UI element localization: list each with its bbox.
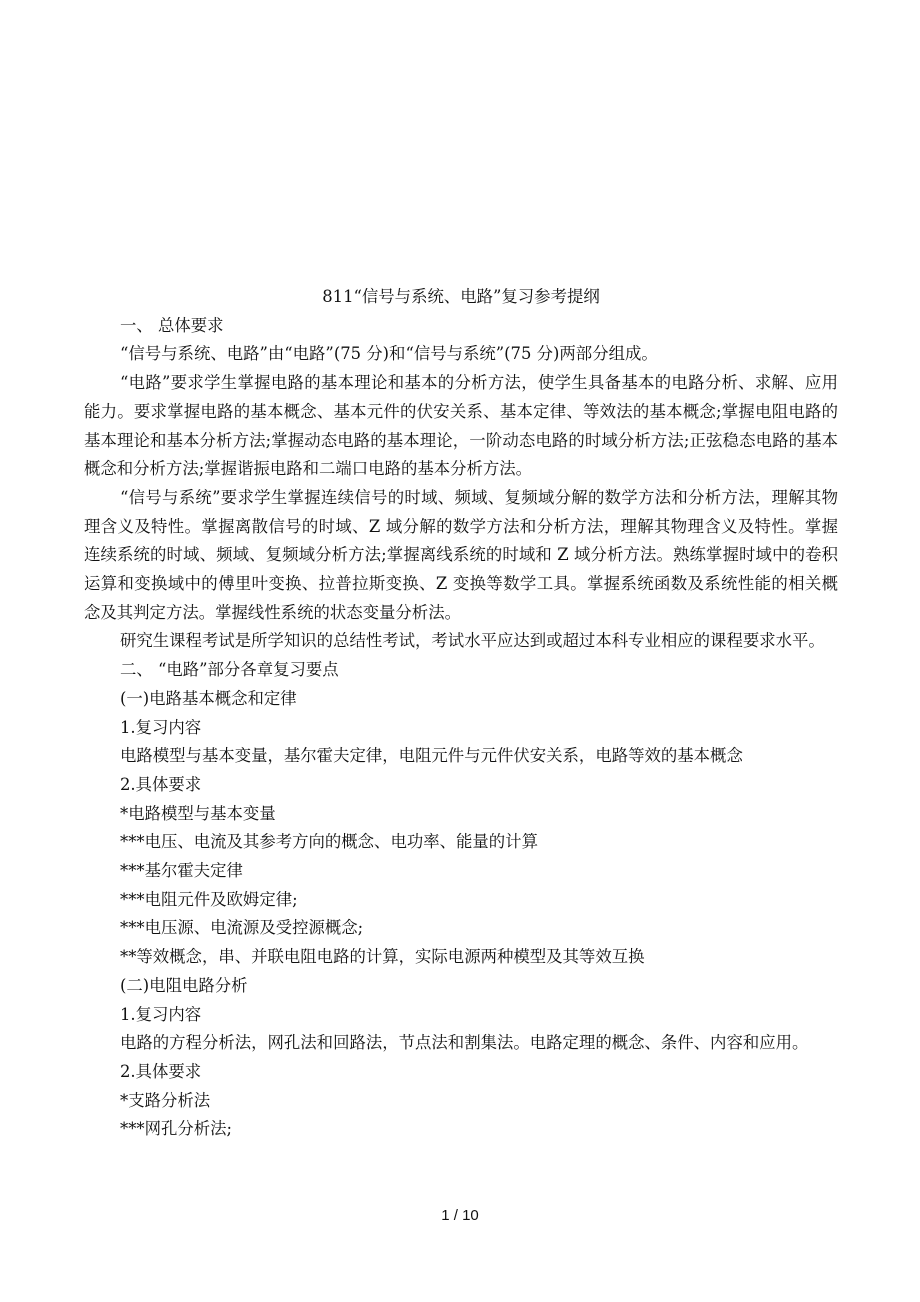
paragraph-exam-composition: “信号与系统、电路”由“电路”(75 分)和“信号与系统”(75 分)两部分组成。 (120, 344, 658, 364)
requirement-item: ***基尔霍夫定律 (120, 861, 243, 881)
review-content-text: 电路的方程分析法，网孔法和回路法，节点法和割集法。电路定理的概念、条件、内容和应用。 (120, 1033, 809, 1053)
review-content-text: 电路模型与基本变量，基尔霍夫定律，电阻元件与元件伏安关系，电路等效的基本概念 (120, 746, 743, 766)
requirement-item: ***网孔分析法; (120, 1119, 233, 1139)
review-content-label: 1.复习内容 (120, 1004, 202, 1024)
paragraph-circuit-requirements: “电路”要求学生掌握电路的基本理论和基本的分析方法，使学生具备基本的电路分析、求解、应用能力。要求掌握电路的基本概念、基本元件的伏安关系、基本定律、等效法的基本概念;掌握电阻电路的基本理论和基本分析方法;掌握动态电路的基本理论，一阶动态电路的时域分析方法;正弦稳态电路的基本概念和分析方法;掌握谐振电路和二端口电路的基本分析方法。 (84, 373, 838, 479)
paragraph-signals-systems-requirements: “信号与系统”要求学生掌握连续信号的时域、频域、复频域分解的数学方法和分析方法，理解其物理含义及特性。掌握离散信号的时域、Z 域分解的数学方法和分析方法，理解其物理含义及特性。掌握连续系统的时域、频域、复频域分析方法;掌握离线系统的时域和 Z 域分析方法。熟练掌握时域中的卷积运算和变换域中的傅里叶变换、拉普拉斯变换、Z 变换等数学工具。掌握系统函数及系统性能的相关概念及其判定方法。掌握线性系统的状态变量分析法。 (84, 487, 838, 622)
requirement-item: *电路模型与基本变量 (120, 803, 276, 823)
specific-requirements-label: 2.具体要求 (120, 1061, 202, 1081)
section-heading-circuit-chapters: 二、 “电路”部分各章复习要点 (120, 660, 339, 680)
paragraph-exam-level: 研究生课程考试是所学知识的总结性考试，考试水平应达到或超过本科专业相应的课程要求水平。 (120, 631, 825, 651)
specific-requirements-label: 2.具体要求 (120, 774, 202, 794)
review-content-label: 1.复习内容 (120, 717, 202, 737)
chapter-heading-basic-concepts: (一)电路基本概念和定律 (120, 688, 297, 708)
chapter-heading-resistive-circuits: (二)电阻电路分析 (120, 975, 248, 995)
requirement-item: ***电压源、电流源及受控源概念; (120, 918, 364, 938)
requirement-item: ***电压、电流及其参考方向的概念、电功率、能量的计算 (120, 832, 538, 852)
requirement-item: ***电阻元件及欧姆定律; (120, 889, 298, 909)
page-number: 1 / 10 (441, 1207, 479, 1224)
document-title: 811“信号与系统、电路”复习参考提纲 (322, 287, 600, 306)
requirement-item: **等效概念，串、并联电阻电路的计算，实际电源两种模型及其等效互换 (120, 947, 645, 967)
document-body (84, 283, 838, 1144)
requirement-item: *支路分析法 (120, 1090, 211, 1110)
section-heading-general-requirements: 一、 总体要求 (120, 315, 224, 335)
